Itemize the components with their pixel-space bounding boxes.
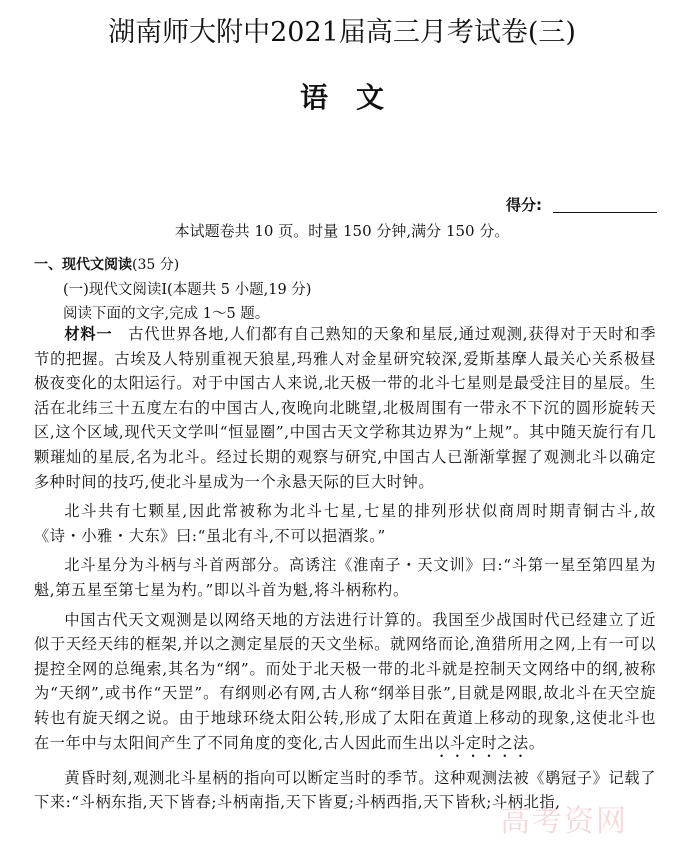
sub-heading: (一)现代文阅读Ⅰ(本题共 5 小题,19 分) [63,282,312,298]
paragraph-1 [34,322,656,494]
paragraph-3: 北斗星分为斗柄与斗首两部分。高诱注《淮南子・天文训》曰:“斗第一星至第四星为魁,第五星至第七星为杓。”即以斗首为魁,将斗柄称杓。 [34,556,656,599]
section-heading-text: 一、现代文阅读 [34,257,132,273]
exam-title: 湖南师大附中2021届高三月考试卷(三) [108,17,576,48]
exam-info: 本试题卷共 10 页。时量 150 分钟,满分 150 分。 [174,222,510,240]
emphasized-phrase: 以斗定时之法。 [434,733,545,752]
material-label: 材料一 [64,325,113,343]
section-heading [34,254,179,274]
paragraph-2: 北斗共有七颗星,因此常被称为北斗七星,七星的排列形状似商周时期青铜古斗,故《诗・小雅・大东》曰:“虽北有斗,不可以挹酒浆。” [34,502,656,545]
instruction: 阅读下面的文字,完成 1～5 题。 [63,306,270,322]
paragraph-5: 黄昏时刻,观测北斗星柄的指向可以断定当时的季节。这种观测法被《鹖冠子》记载了下来:“斗柄东指,天下皆春;斗柄南指,天下皆夏;斗柄西指,天下皆秋;斗柄北指, [34,768,656,812]
reading-passage [34,322,656,820]
section-heading-points: (35 分) [132,257,180,273]
paragraph-4-text: 中国古代天文观测是以网络天地的方法进行计算的。我国至少战国时代已经建立了近似于天经天纬的框架,并以之测定星辰的天文坐标。就网络而论,渔猎所用之网,上有一可以提控全网的总绳索,其名为“纲”。而处于北天极一带的北斗就是控制天文网络中的纲,被称为“天纲”,或书作“天罡”。有纲则必有网,古人称“纲举目张”,目就是网眼,故北斗在天空旋转也有旋天纲之说。由于地球环绕太阳公转,形成了太阳在黄道上移动的现象,这使北斗也在一年中与太阳间产生了不同角度的变化,古人因此而生出 [34,610,656,752]
score-label: 得分: [506,196,542,214]
score-blank [553,212,657,213]
paragraph-1-text: 古代世界各地,人们都有自己熟知的天象和星辰,通过观测,获得对于天时和季节的把握。古埃及人特别重视天狼星,玛雅人对金星研究较深,爱斯基摩人最关心关系极昼极夜变化的太阳运行。对于中国古人来说,北天极一带的北斗七星则是最受注目的星辰。生活在北纬三十五度左右的中国古人,夜晚向北眺望,北极周围有一带永不下沉的圆形旋转天区,这个区域,现代天文学叫“恒显圈”,中国古天文学称其边界为“上规”。其中随天旋行有几颗璀灿的星辰,名为北斗。经过长期的观察与研究,中国古人已渐渐掌握了观测北斗以确定多种时间的技巧,使北斗星成为一个永悬天际的巨大时钟。 [34,325,657,491]
paragraph-4 [34,608,656,761]
subject-title: 语 文 [299,81,384,114]
watermark: 高考资网 [500,804,628,839]
